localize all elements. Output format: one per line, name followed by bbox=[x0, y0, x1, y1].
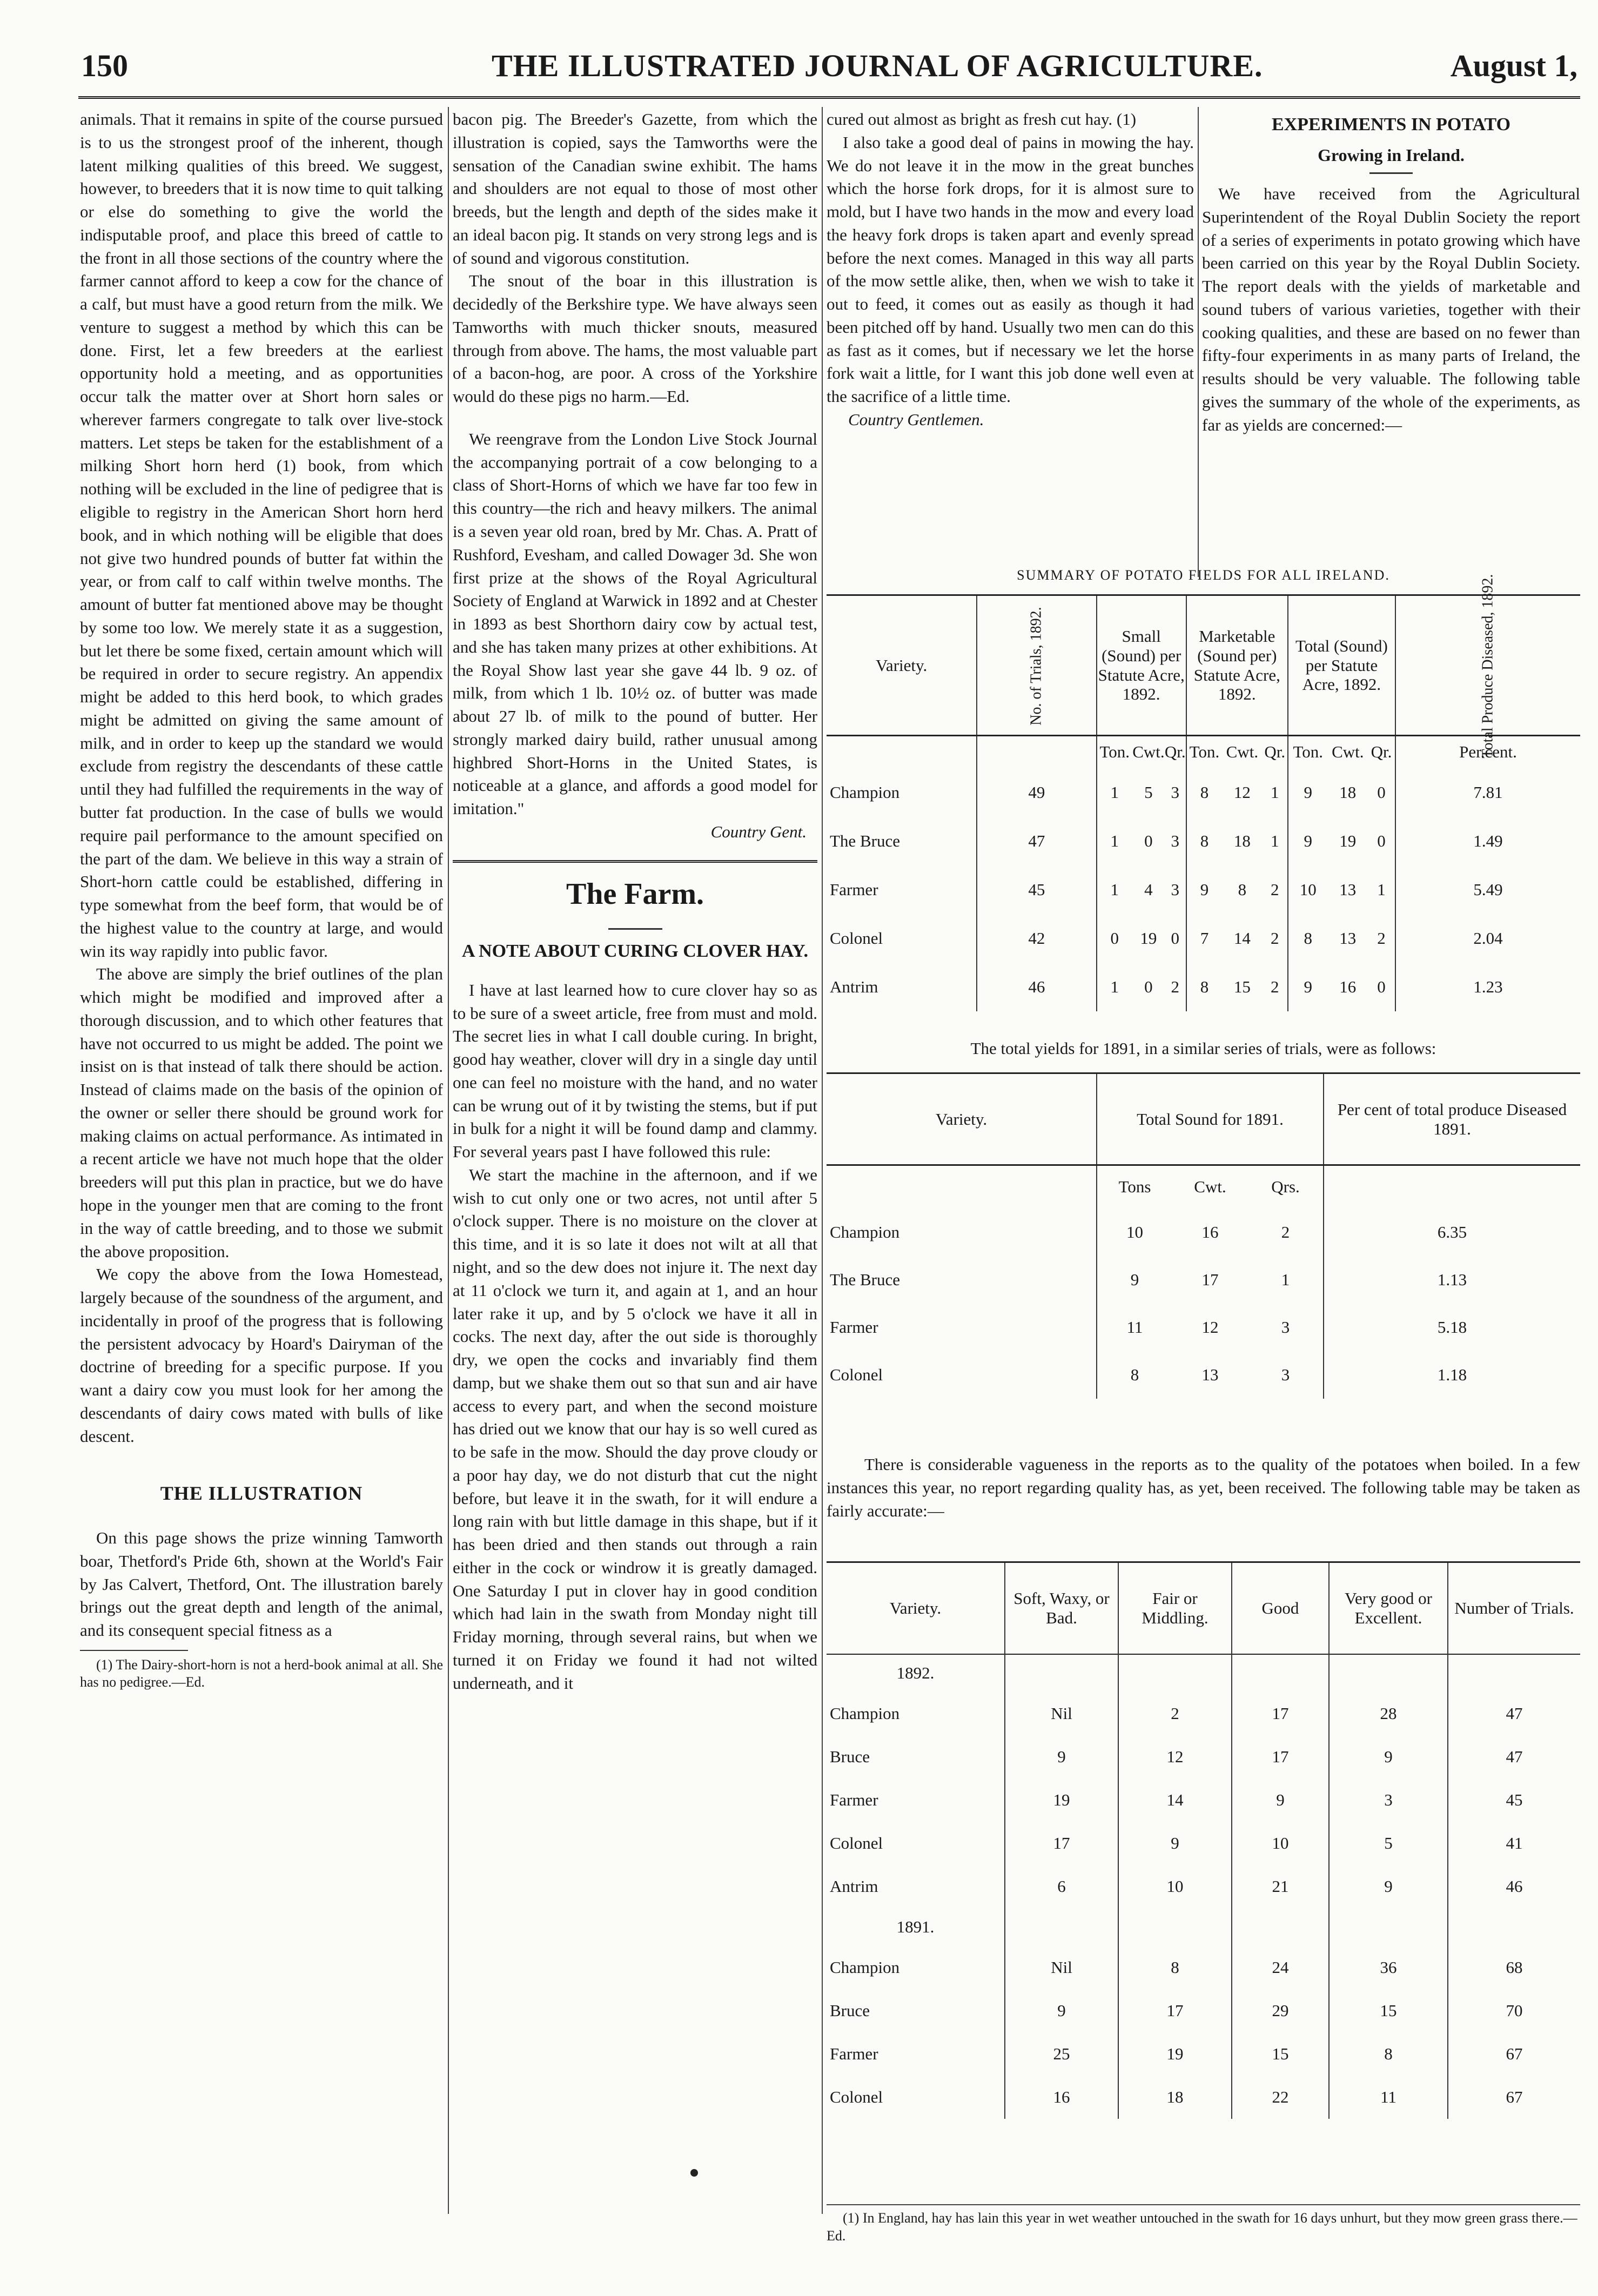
table-cell: 70 bbox=[1448, 1989, 1580, 2032]
table-cell: Champion bbox=[830, 1703, 900, 1723]
table-cell: 17 bbox=[1232, 1692, 1329, 1735]
table-cell: 2 bbox=[1270, 977, 1279, 996]
table-cell: 11 bbox=[1097, 1304, 1172, 1351]
paragraph: bacon pig. The Breeder's Gazette, from which the illustration is copied, says the Tamworths were the sensation of the Canadian swine exhibit. The hams and shoulders are not equal to those of most other breeds, but the length and depth of the sides make it an ideal bacon pig. It stands on very strong legs and is of sound and vigorous constitution. bbox=[453, 110, 817, 267]
table3-intro: There is considerable vagueness in the reports as to the quality of the potatoes when boiled. In a few instances this year, no report regarding quality has, as yet, been received. The following table may be taken as fairly accurate:— bbox=[827, 1455, 1580, 1520]
table-row bbox=[827, 1778, 1580, 1822]
column-divider bbox=[822, 107, 823, 2214]
table-row bbox=[827, 1989, 1580, 2032]
unit-label: Cwt. bbox=[1194, 1177, 1226, 1197]
table-cell: 22 bbox=[1232, 2076, 1329, 2119]
table-cell: 1.18 bbox=[1324, 1351, 1580, 1399]
table2-header-total: Total Sound for 1891. bbox=[1097, 1073, 1324, 1165]
table2-header-diseased: Per cent of total produce Diseased 1891. bbox=[1324, 1073, 1580, 1165]
table-cell: 0 bbox=[1097, 914, 1132, 963]
table-cell: Farmer bbox=[830, 1790, 878, 1809]
table-cell bbox=[1329, 1908, 1448, 1946]
table-cell: 0 bbox=[1377, 782, 1386, 802]
year-label: 1891. bbox=[896, 1917, 935, 1936]
page-number: 150 bbox=[81, 48, 128, 83]
paragraph: We copy the above from the Iowa Homestead, largely because of the soundness of the argument, and incidentally in proof of the progress that is following the persistent advocacy by Hoard's Dairyman of the doctrine of breeding for a specific purpose. If you want a dairy cow you must look for her among the descendants of dairy cows mated with bulls of like descent. bbox=[80, 1265, 443, 1446]
ornament-dot bbox=[690, 2169, 698, 2177]
unit-label: Ton. bbox=[1097, 736, 1132, 768]
table-cell: 12 bbox=[1118, 1735, 1232, 1778]
table-cell: 13 bbox=[1201, 1365, 1219, 1384]
table-cell: 5.49 bbox=[1395, 865, 1580, 914]
table-cell bbox=[1005, 1908, 1118, 1946]
table-cell: 9 bbox=[1329, 1735, 1448, 1778]
table3-intro-wrap bbox=[827, 1453, 1580, 1522]
paragraph: We have received from the Agricultural Superintendent of the Royal Dublin Society the report of a series of experiments in potato growing which have been carried on this year by the Royal Dublin Society. The report deals with the yields of marketable and sound tubers of various varieties, together with their cooking qualities, and these are based on no fewer than fifty-four experiments in as many parts of Ireland, the results should be very valuable. The following table gives the summary of the whole of the experiments, as far as yields are concerned:— bbox=[1202, 184, 1580, 434]
table-cell: 9 bbox=[1097, 1256, 1172, 1304]
table-cell: 11 bbox=[1329, 2076, 1448, 2119]
article-heading: A NOTE ABOUT CURING CLOVER HAY. bbox=[461, 941, 809, 961]
table-cell bbox=[1005, 1654, 1118, 1692]
table1-header-total: Total (Sound) per Statute Acre, 1892. bbox=[1288, 595, 1395, 736]
table-cell: 3 bbox=[1281, 1317, 1290, 1337]
table-cell: 67 bbox=[1448, 2032, 1580, 2076]
table-cell: 9 bbox=[1329, 1865, 1448, 1908]
table-cell: Colonel bbox=[830, 2087, 883, 2106]
table-cell: 41 bbox=[1448, 1822, 1580, 1865]
table-cell: Farmer bbox=[830, 880, 878, 899]
year-label: 1892. bbox=[896, 1663, 935, 1682]
table-cell: The Bruce bbox=[830, 831, 900, 850]
table-cell: 0 bbox=[1377, 977, 1386, 996]
table-cell: 17 bbox=[1005, 1822, 1118, 1865]
table-cell: 14 bbox=[1233, 928, 1251, 948]
unit-label: Per.cent. bbox=[1395, 736, 1580, 768]
table-cell: 6 bbox=[1005, 1865, 1118, 1908]
table-cell: 9 bbox=[1288, 768, 1328, 817]
illustration-heading: THE ILLUSTRATION bbox=[160, 1482, 363, 1505]
table-cell bbox=[1118, 1908, 1232, 1946]
table-cell: 18 bbox=[1339, 782, 1357, 802]
table-cell: 24 bbox=[1232, 1946, 1329, 1989]
table1-caption: SUMMARY OF POTATO FIELDS FOR ALL IRELAND. bbox=[1017, 567, 1390, 583]
paragraph: We start the machine in the afternoon, and if we wish to cut only one or two acres, not until after 5 o'clock supper. There is no moisture on the clover at this time, and it is so late it does not wilt at all that night, and so the dew does not injure it. The next day at 11 o'clock we turn it, and again at 1, and an hour later rake it up, and by 5 o'clock we have it all in cocks. The next day, after the out side is thoroughly dry, we open the cocks and invariably find them damp, but we shake them out so that sun and air have access to every part, and when the second moisture has dried out we know that our hay is so well cured as to be safe in the mow. Should the day prove cloudy or a poor hay day, we do not disturb that cut the night before, but leave it in the swath, for it will endure a long rain with but little damage in this shape, but if it has been dried and then stands out through a rain either in the cock or windrow it is greatly damaged. One Saturday I put in clover hay in good condition which had lain in the swath from Monday night till Friday morning, through several rains, but when we turned it on Friday we found it had not wilted underneath, and it bbox=[453, 1165, 817, 1693]
column-2 bbox=[453, 108, 817, 2204]
journal-title: THE ILLUSTRATED JOURNAL OF AGRICULTURE. bbox=[492, 48, 1263, 83]
table1-header-small: Small (Sound) per Statute Acre, 1892. bbox=[1097, 595, 1186, 736]
heading-rule bbox=[1369, 172, 1413, 174]
paragraph: The snout of the boar in this illustration is decidedly of the Berkshire type. We have always seen Tamworths with much thicker snouts, measured through from above. The hams, the most valuable part of a bacon-hog, are poor. A cross of the Yorkshire would do these pigs no harm.—Ed. bbox=[453, 271, 817, 406]
table-cell bbox=[1448, 1908, 1580, 1946]
table-cell: Farmer bbox=[830, 1317, 878, 1337]
table2-intro: The total yields for 1891, in a similar series of trials, were as follows: bbox=[970, 1039, 1436, 1058]
unit-label: Cwt. bbox=[1132, 742, 1165, 762]
table-cell: 0 bbox=[1377, 831, 1386, 850]
column-1 bbox=[80, 108, 443, 2204]
issue-date: August 1, bbox=[1450, 48, 1577, 83]
table-cell: 3 bbox=[1171, 831, 1180, 850]
header-rule bbox=[78, 96, 1580, 99]
table-row bbox=[827, 1865, 1580, 1908]
table3-header-variety: Variety. bbox=[889, 1598, 942, 1617]
table-cell: 8 bbox=[1097, 1351, 1172, 1399]
column-3 bbox=[827, 108, 1194, 540]
unit-label: Qr. bbox=[1371, 742, 1392, 762]
table-row bbox=[827, 1256, 1580, 1304]
table-cell: 47 bbox=[977, 817, 1096, 865]
table-cell: 12 bbox=[1201, 1317, 1219, 1337]
table-cell: Nil bbox=[1005, 1692, 1118, 1735]
table1-header-diseased: Total Produce Diseased, 1892. bbox=[1395, 595, 1580, 736]
table-cell: Antrim bbox=[830, 977, 878, 996]
table-cell: 17 bbox=[1232, 1735, 1329, 1778]
table-row bbox=[827, 1304, 1580, 1351]
table-cell: 15 bbox=[1232, 2032, 1329, 2076]
table-cell: 8 bbox=[1186, 817, 1222, 865]
table-cell: 36 bbox=[1329, 1946, 1448, 1989]
table-cell: Colonel bbox=[830, 1833, 883, 1852]
table-cell: 16 bbox=[1339, 977, 1357, 996]
table-cell: 0 bbox=[1171, 928, 1180, 948]
table-cell: 1.13 bbox=[1324, 1256, 1580, 1304]
table3-footnote: (1) In England, hay has lain this year in wet weather untouched in the swath for 16 days unhurt, but they mow green grass there.—Ed. bbox=[827, 2210, 1577, 2244]
table-cell: 1 bbox=[1097, 865, 1132, 914]
table-cell: 1 bbox=[1377, 880, 1386, 899]
table-cell: 13 bbox=[1339, 880, 1357, 899]
table-cell: 7.81 bbox=[1395, 768, 1580, 817]
table3-header-soft: Soft, Waxy, or Bad. bbox=[1005, 1562, 1118, 1654]
experiments-subheading: Growing in Ireland. bbox=[1318, 145, 1465, 165]
table-cell: 5.18 bbox=[1324, 1304, 1580, 1351]
table-row bbox=[827, 817, 1580, 865]
table-row bbox=[827, 2032, 1580, 2076]
table-cell: 17 bbox=[1118, 1989, 1232, 2032]
table2-header-variety: Variety. bbox=[935, 1109, 988, 1129]
table-cell: 47 bbox=[1448, 1735, 1580, 1778]
table-cell: 10 bbox=[1232, 1822, 1329, 1865]
table-cell: 29 bbox=[1232, 1989, 1329, 2032]
table-cell: 45 bbox=[1448, 1778, 1580, 1822]
table-cell: 8 bbox=[1288, 914, 1328, 963]
table-cell: 0 bbox=[1144, 977, 1153, 996]
table-cell: 1 bbox=[1097, 768, 1132, 817]
table-cell: 1 bbox=[1270, 831, 1279, 850]
table-cell bbox=[1448, 1654, 1580, 1692]
table-cell: 8 bbox=[1118, 1946, 1232, 1989]
unit-label: Ton. bbox=[1288, 736, 1328, 768]
table-cell: 16 bbox=[1201, 1222, 1219, 1241]
table-cell: 15 bbox=[1233, 977, 1251, 996]
table-cell: 2 bbox=[1270, 928, 1279, 948]
table-cell: 9 bbox=[1186, 865, 1222, 914]
experiments-heading: EXPERIMENTS IN POTATO bbox=[1271, 115, 1511, 135]
table-cell: 5 bbox=[1329, 1822, 1448, 1865]
table-cell: Champion bbox=[830, 1957, 900, 1977]
table-cell: 3 bbox=[1329, 1778, 1448, 1822]
table-cell: 9 bbox=[1005, 1989, 1118, 2032]
table-cell: 49 bbox=[977, 768, 1096, 817]
farm-heading: The Farm. bbox=[566, 877, 704, 911]
table-cell bbox=[1118, 1654, 1232, 1692]
table-cell: 2 bbox=[1270, 880, 1279, 899]
unit-label: Qrs. bbox=[1271, 1177, 1300, 1197]
table-cell: 25 bbox=[1005, 2032, 1118, 2076]
table-cell: 10 bbox=[1118, 1865, 1232, 1908]
table-cell: 2 bbox=[1281, 1222, 1290, 1241]
table-row bbox=[827, 1692, 1580, 1735]
footnote: (1) The Dairy-short-horn is not a herd-book animal at all. She has no pedigree.—Ed. bbox=[80, 1656, 443, 1690]
table-cell: 1.49 bbox=[1395, 817, 1580, 865]
table-cell: 18 bbox=[1233, 831, 1251, 850]
table-cell: 5 bbox=[1144, 782, 1153, 802]
table-cell: Champion bbox=[830, 1222, 900, 1241]
paragraph: cured out almost as bright as fresh cut hay. (1) bbox=[827, 110, 1137, 129]
table-cell bbox=[1329, 1654, 1448, 1692]
table-cell: Antrim bbox=[830, 1876, 878, 1896]
table-cell bbox=[1232, 1908, 1329, 1946]
column-4 bbox=[1202, 108, 1580, 578]
table-cell: 19 bbox=[1339, 831, 1357, 850]
paragraph: On this page shows the prize winning Tamworth boar, Thetford's Pride 6th, shown at the World's Fair by Jas Calvert, Thetford, Ont. The illustration barely brings out the great depth and length of the animal, and its consequent special fitness as a bbox=[80, 1528, 443, 1640]
table-cell: 1 bbox=[1097, 963, 1132, 1011]
table-cell: 7 bbox=[1186, 914, 1222, 963]
page-header bbox=[81, 48, 1577, 96]
byline: Country Gent. bbox=[710, 822, 807, 841]
table-cell bbox=[1232, 1654, 1329, 1692]
paragraph: The above are simply the brief outlines of the plan which might be modified and improved after a thorough discussion, and to which other features that have not occurred to us might be added. The point we insist on is that instead of talk there should be action. Instead of claims made on the basis of the opinion of the owner or seller there should be ground work for making claims on actual performance. As intimated in a recent article we have not much hope that the older breeders will put this plan in practice, but we do have hope in the younger men that are coming to the front in the way of cattle breeding, and to those we submit the above proposition. bbox=[80, 964, 443, 1261]
paragraph: I also take a good deal of pains in mowing the hay. We do not leave it in the mow in the great bunches which the horse fork drops, for it is almost sure to mold, but I have two hands in the mow and every load the heavy fork drops is taken apart and evenly spread before the next comes. Managed in this way all parts of the mow settle alike, then, when we wish to take it out to feed, it comes out as easily as though it had been pitched off by hand. Usually two men can do this as fast as it comes, but if necessary we let the horse fork wait a little, for I want this job done well even at the sacrifice of a little time. bbox=[827, 132, 1194, 406]
table-cell: 2.04 bbox=[1395, 914, 1580, 963]
heading-rule bbox=[608, 928, 662, 930]
unit-label: Cwt. bbox=[1332, 742, 1364, 762]
table-cell: 2 bbox=[1171, 977, 1180, 996]
footnote-rule bbox=[827, 2204, 1580, 2205]
table-cell: 14 bbox=[1118, 1778, 1232, 1822]
table-cell: Farmer bbox=[830, 2044, 878, 2063]
table-cell: 3 bbox=[1171, 880, 1180, 899]
table-cell: 16 bbox=[1005, 2076, 1118, 2119]
table-cell: 19 bbox=[1140, 928, 1157, 948]
table-cell: 9 bbox=[1288, 817, 1328, 865]
table-cell: 17 bbox=[1201, 1270, 1219, 1289]
table-cell: 9 bbox=[1005, 1735, 1118, 1778]
table-cell: 2 bbox=[1377, 928, 1386, 948]
table-cell: 47 bbox=[1448, 1692, 1580, 1735]
paragraph: I have at last learned how to cure clover hay so as to be sure of a sweet article, free from must and mold. The secret lies in what I call double curing. In bright, good hay weather, clover will dry in a single day until one can feel no moisture with the hand, and no water can be wrung out of it by twisting the stems, but if put in bulk for a night it will be found damp and clammy. For several years past I have followed this rule: bbox=[453, 980, 817, 1162]
table-row bbox=[827, 1735, 1580, 1778]
table-row bbox=[827, 865, 1580, 914]
byline: Country Gentlemen. bbox=[848, 409, 984, 429]
table-cell: 8 bbox=[1186, 963, 1222, 1011]
table-cell: 9 bbox=[1288, 963, 1328, 1011]
unit-label: Qr. bbox=[1264, 742, 1286, 762]
table1-header-marketable: Marketable (Sound per) Statute Acre, 1892. bbox=[1186, 595, 1288, 736]
table-cell: 6.35 bbox=[1324, 1209, 1580, 1256]
table-cell: 45 bbox=[977, 865, 1096, 914]
table-year-row bbox=[827, 1654, 1580, 1692]
unit-label: Cwt. bbox=[1226, 742, 1259, 762]
table-cell: 4 bbox=[1144, 880, 1153, 899]
paragraph: animals. That it remains in spite of the course pursued is to us the strongest proof of the inherent, though latent milking qualities of this breed. We suggest, however, to breeders that it is now time to quit talking or else do something to give the world the indisputable proof, and place this breed of cattle to the front in all those sections of the country where the farmer cannot afford to keep a cow for the chance of a calf, but must have a good return from the milk. We venture to suggest a method by which this can be done. First, let a few breeders at the earliest opportunity hold a meeting, and as opportunities occur talk the matter over at Short horn sales or wherever farmers congregate to talk over live-stock matters. Let steps be taken for the establishment of a milking Short horn herd (1) book, from which nothing will be excluded in the line of pedigree that is eligible to registry in the American Short horn herd book, and in which nothing will be eligible that does not give two hundred pounds of butter fat within the year, or from calf to calf within twelve months. The amount of butter fat mentioned above may be thought by some too low. We merely state it as a suggestion, but let there be some fixed, certain amount which will be required in order to secure registry. An appendix might be added to this herd book, to which grades might be admitted on giving the same amount of milk, and in order to keep up the standard we would exclude from registry the descendants of these cattle until they had fulfilled the requirements in the way of butter fat production. In the case of bulls we would require pail performance to the amount specified on the part of the dam. We believe in this way a strain of Short-horn cattle could be established, differing in type somewhat from the beef form, that would be of the highest value to the country at large, and would win its way rapidly into public favor. bbox=[80, 110, 443, 961]
table2 bbox=[827, 1072, 1580, 1399]
table-cell: 18 bbox=[1118, 2076, 1232, 2119]
table-row bbox=[827, 768, 1580, 817]
table-row bbox=[827, 2076, 1580, 2119]
table-cell: 12 bbox=[1233, 782, 1251, 802]
unit-label: Ton. bbox=[1186, 736, 1222, 768]
table3-header-good: Good bbox=[1232, 1562, 1329, 1654]
table-cell: Colonel bbox=[830, 928, 883, 948]
table-cell: 1 bbox=[1281, 1270, 1290, 1289]
table3-header-very-good: Very good or Excellent. bbox=[1329, 1562, 1448, 1654]
table-cell: 1.23 bbox=[1395, 963, 1580, 1011]
table3 bbox=[827, 1561, 1580, 2119]
table-cell: Nil bbox=[1005, 1946, 1118, 1989]
table-cell: 13 bbox=[1339, 928, 1357, 948]
table-row bbox=[827, 1209, 1580, 1256]
table-cell: 3 bbox=[1281, 1365, 1290, 1384]
table-cell: 1 bbox=[1097, 817, 1132, 865]
table1-header-variety: Variety. bbox=[875, 655, 928, 675]
table-cell: 9 bbox=[1232, 1778, 1329, 1822]
footnote-rule bbox=[80, 1650, 188, 1651]
table-cell: 2 bbox=[1118, 1692, 1232, 1735]
table-cell: 46 bbox=[977, 963, 1096, 1011]
table-cell: 68 bbox=[1448, 1946, 1580, 1989]
section-rule bbox=[453, 860, 817, 863]
table-cell: 19 bbox=[1118, 2032, 1232, 2076]
paragraph: We reengrave from the London Live Stock Journal the accompanying portrait of a cow belonging to a class of Short-Horns of which we have far too few in this country—the rich and heavy milkers. The animal is a seven year old roan, bred by Mr. Chas. A. Pratt of Rushford, Evesham, and called Dowager 3d. She won first prize at the shows of the Royal Agricultural Society of England at Warwick in 1892 and at Chester in 1893 as best Shorthorn dairy cow by actual test, and she has taken many prizes at other exhibitions. At the Royal Show last year she gave 44 lb. 9 oz. of milk, from which 1 lb. 10½ oz. of butter was made about 27 lb. of milk to the pound of butter. Her strongly marked dairy build, rather unusual among highbred Short-Horns in the United States, is noticeable at a glance, and affords a good model for imitation." bbox=[453, 429, 817, 818]
table-cell: Bruce bbox=[830, 2000, 870, 2020]
table-cell: 8 bbox=[1329, 2032, 1448, 2076]
unit-label: Tons bbox=[1097, 1165, 1172, 1209]
table-cell: 15 bbox=[1329, 1989, 1448, 2032]
table3-header-fair: Fair or Middling. bbox=[1118, 1562, 1232, 1654]
table-cell: 10 bbox=[1097, 1209, 1172, 1256]
table-cell: 28 bbox=[1329, 1692, 1448, 1735]
column-divider bbox=[1198, 107, 1199, 577]
table-cell: 9 bbox=[1118, 1822, 1232, 1865]
table-cell: 0 bbox=[1144, 831, 1153, 850]
table-cell: 3 bbox=[1171, 782, 1180, 802]
table-cell: The Bruce bbox=[830, 1270, 900, 1289]
table-cell: Colonel bbox=[830, 1365, 883, 1384]
table-cell: 21 bbox=[1232, 1865, 1329, 1908]
table-cell: Bruce bbox=[830, 1747, 870, 1766]
table-cell: 46 bbox=[1448, 1865, 1580, 1908]
table-cell: 8 bbox=[1238, 880, 1247, 899]
table-row bbox=[827, 1822, 1580, 1865]
table-cell: 19 bbox=[1005, 1778, 1118, 1822]
table-row bbox=[827, 1351, 1580, 1399]
table-row bbox=[827, 1946, 1580, 1989]
table1-header-trials: No. of Trials, 1892. bbox=[977, 595, 1096, 736]
table-cell: 10 bbox=[1288, 865, 1328, 914]
table-row bbox=[827, 963, 1580, 1011]
table-cell: 42 bbox=[977, 914, 1096, 963]
table-cell: Champion bbox=[830, 782, 900, 802]
table-row bbox=[827, 914, 1580, 963]
table-cell: 1 bbox=[1270, 782, 1279, 802]
unit-label: Qr. bbox=[1164, 742, 1186, 762]
table-cell: 8 bbox=[1186, 768, 1222, 817]
table-year-row bbox=[827, 1908, 1580, 1946]
table-cell: 67 bbox=[1448, 2076, 1580, 2119]
column-divider bbox=[448, 107, 449, 2214]
table3-header-trials: Number of Trials. bbox=[1448, 1562, 1580, 1654]
